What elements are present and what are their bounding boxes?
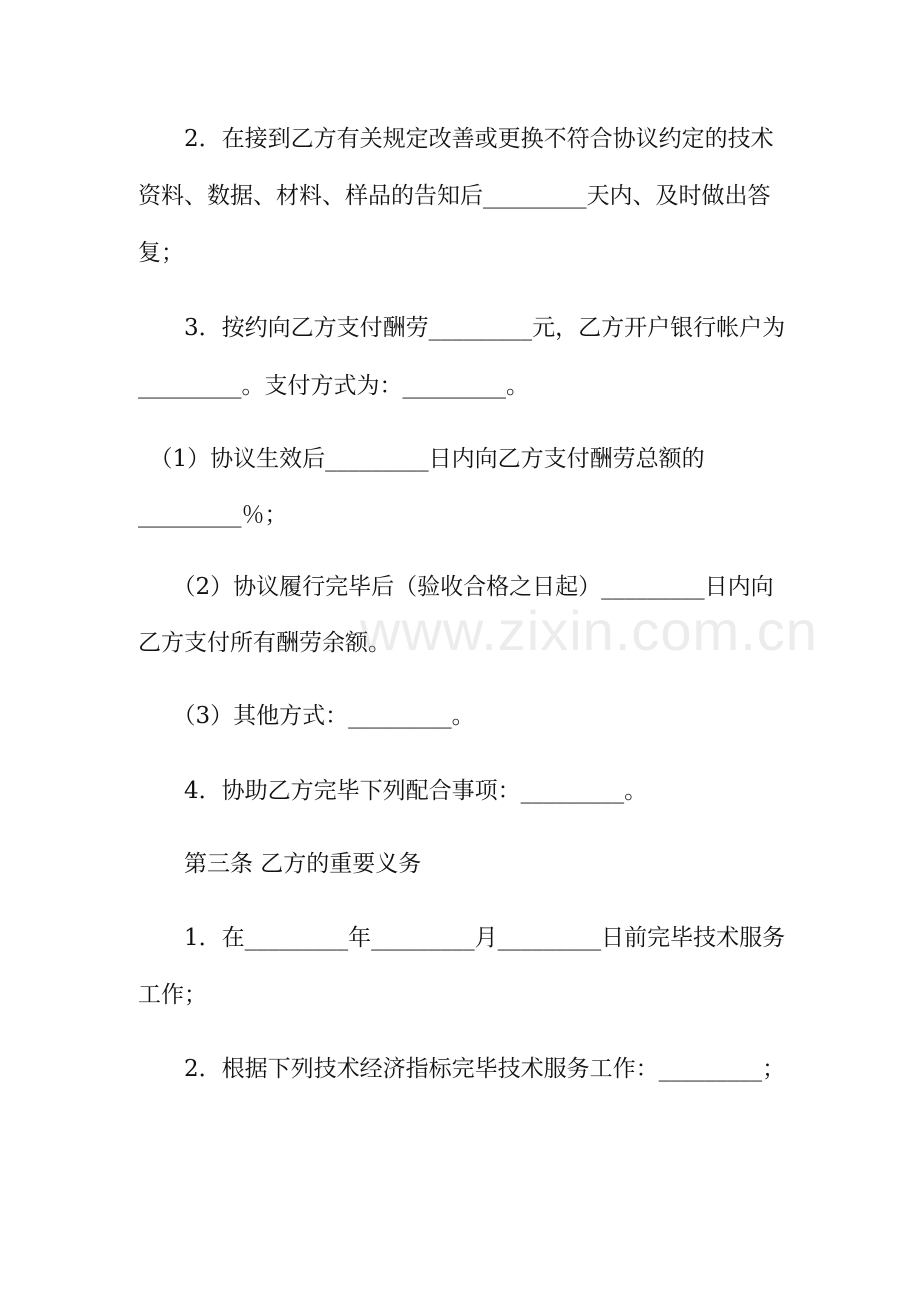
text-line-15: 2．根据下列技术经济指标完毕技术服务工作：_________； [138,1056,786,1082]
text-line-13: 1．在_________年_________月_________日前完毕技术服务 [138,925,786,951]
text-line-5: _________。支付方式为：_________。 [138,373,529,399]
text-line-1: 2．在接到乙方有关规定改善或更换不符合协议约定的技术 [138,126,774,152]
text-line-4: 3．按约向乙方支付酬劳_________元，乙方开户银行帐户为 [138,315,786,341]
text-line-14: 工作； [138,982,207,1008]
text-line-12: 第三条 乙方的重要义务 [138,851,422,877]
text-line-10: （3）其他方式：_________。 [138,703,475,729]
watermark: www.zixin.com.cn [360,599,818,662]
text-line-9: 乙方支付所有酬劳余额。 [138,630,391,656]
text-line-8: （2）协议履行完毕后（验收合格之日起）_________日内向 [138,574,774,600]
text-line-11: 4．协助乙方完毕下列配合事项：_________。 [138,778,648,804]
text-line-2: 资料、数据、材料、样品的告知后_________天内、及时做出答 [138,183,771,209]
text-line-7: _________％； [138,502,288,528]
text-line-6: （1）协议生效后_________日内向乙方支付酬劳总额的 [138,446,705,472]
text-line-3: 复； [138,240,184,266]
